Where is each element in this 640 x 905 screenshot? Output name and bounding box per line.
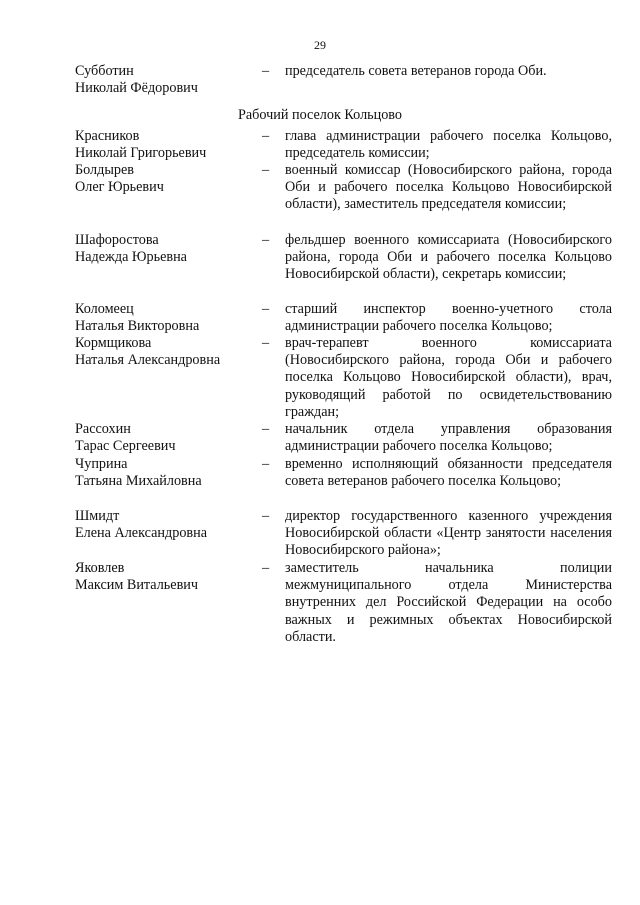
dash-separator: – bbox=[262, 162, 270, 178]
member-given-name: Надежда Юрьевна bbox=[75, 249, 187, 266]
member-surname: Рассохин bbox=[75, 421, 131, 437]
member-role: военный комиссар (Новосибирского района, города Оби и рабочего поселка Кольцово Новосибирской области), заместитель председателя комиссии; bbox=[285, 162, 612, 213]
member-surname: Кормщикова bbox=[75, 335, 152, 351]
member-name bbox=[75, 335, 255, 369]
member-surname: Коломеец bbox=[75, 301, 134, 317]
member-surname: Болдырев bbox=[75, 162, 134, 178]
member-given-name: Максим Витальевич bbox=[75, 577, 198, 594]
member-role: глава администрации рабочего поселка Кольцово, председатель комиссии; bbox=[285, 128, 612, 162]
member-name bbox=[75, 301, 255, 335]
member-given-name: Николай Фёдорович bbox=[75, 80, 198, 97]
member-role: временно исполняющий обязанности председателя совета ветеранов рабочего поселка Кольцово; bbox=[285, 456, 612, 490]
member-name bbox=[75, 128, 255, 162]
dash-separator: – bbox=[262, 301, 270, 317]
member-surname: Чуприна bbox=[75, 456, 128, 472]
member-name bbox=[75, 456, 255, 490]
member-name bbox=[75, 508, 255, 542]
dash-separator: – bbox=[262, 335, 270, 351]
member-role: фельдшер военного комиссариата (Новосибирского района, города Оби и рабочего поселка Кольцово Новосибирской области), секретарь комиссии; bbox=[285, 232, 612, 283]
dash-separator: – bbox=[262, 421, 270, 437]
member-name bbox=[75, 232, 255, 266]
page-number: 29 bbox=[314, 38, 326, 52]
member-role: старший инспектор военно-учетного стола администрации рабочего поселка Кольцово; bbox=[285, 301, 612, 335]
member-surname: Шмидт bbox=[75, 508, 120, 524]
member-name bbox=[75, 162, 255, 196]
member-role: врач-терапевт военного комиссариата (Новосибирского района, города Оби и рабочего поселка Кольцово Новосибирской области), врач, руководящий работой по освидетельствованию граждан; bbox=[285, 335, 612, 420]
dash-separator: – bbox=[262, 232, 270, 248]
member-given-name: Наталья Александровна bbox=[75, 352, 221, 369]
member-given-name: Елена Александровна bbox=[75, 525, 207, 542]
dash-separator: – bbox=[262, 63, 270, 79]
member-surname: Субботин bbox=[75, 63, 134, 79]
member-given-name: Тарас Сергеевич bbox=[75, 438, 176, 455]
member-surname: Яковлев bbox=[75, 560, 125, 576]
member-given-name: Татьяна Михайловна bbox=[75, 473, 202, 490]
dash-separator: – bbox=[262, 560, 270, 576]
member-given-name: Олег Юрьевич bbox=[75, 179, 164, 196]
member-given-name: Николай Григорьевич bbox=[75, 145, 207, 162]
member-name bbox=[75, 421, 255, 455]
member-name bbox=[75, 560, 255, 594]
member-surname: Красников bbox=[75, 128, 140, 144]
member-name bbox=[75, 63, 255, 97]
dash-separator: – bbox=[262, 128, 270, 144]
section-heading: Рабочий поселок Кольцово bbox=[237, 107, 402, 123]
member-role: заместитель начальника полиции межмуниципального отдела Министерства внутренних дел Российской Федерации на особо важных и режимных объектах Новосибирской области. bbox=[285, 560, 612, 645]
member-role: начальник отдела управления образования администрации рабочего поселка Кольцово; bbox=[285, 421, 612, 455]
member-role: председатель совета ветеранов города Оби. bbox=[285, 63, 547, 79]
member-role: директор государственного казенного учреждения Новосибирской области «Центр занятости населения Новосибирского района»; bbox=[285, 508, 612, 559]
member-surname: Шафоростова bbox=[75, 232, 159, 248]
member-given-name: Наталья Викторовна bbox=[75, 318, 200, 335]
dash-separator: – bbox=[262, 456, 270, 472]
dash-separator: – bbox=[262, 508, 270, 524]
